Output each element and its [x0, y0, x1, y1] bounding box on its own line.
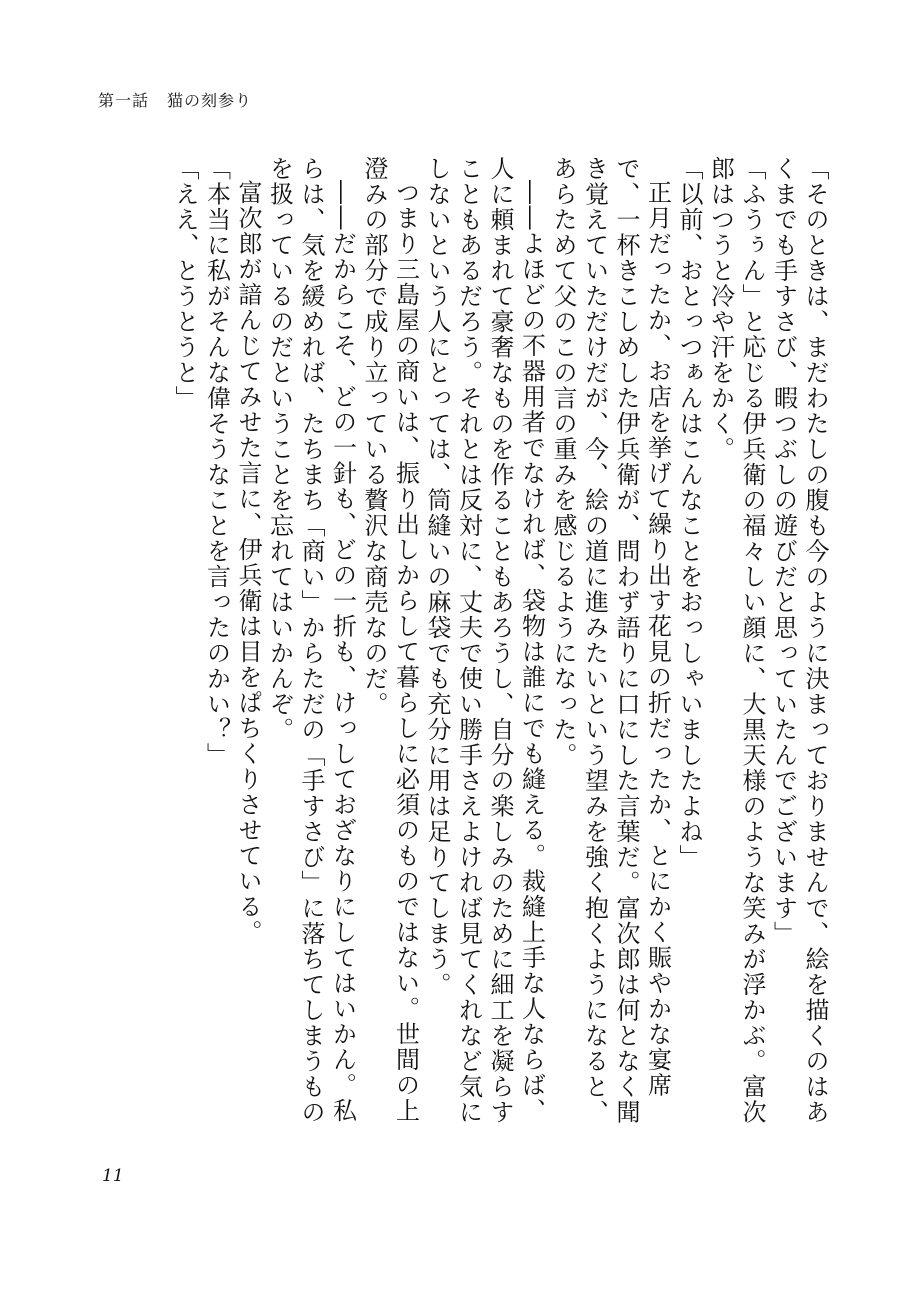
vertical-body-text [70, 156, 830, 1126]
paragraph: 「ふうぅん」と応じる伊兵衛の福々しい顔に、大黒天様のような笑みが浮かぶ。富次郎はつうと冷や汗をかく。 [706, 156, 766, 1125]
paragraph: 「本当に私がそんな偉そうなことを言ったのかい？」 [202, 156, 231, 768]
paragraph: ――だからこそ、どの一針も、どの一折も、けっしておざなりにしてはいかん。私らは、気を緩めれば、たちまち「商い」からただの「手すさび」に落ちてしまうものを扱っているのだということを忘れてはいかんぞ。 [265, 156, 357, 1125]
running-head [98, 88, 252, 111]
paragraph: つまり三島屋の商いは、振り出しからして暮らしに必須のものではない。世間の上澄みの部分で成り立っている贅沢な商売なのだ。 [360, 156, 420, 1124]
paragraph: 正月だったか、お店を挙げて繰り出す花見の折だったか、とにかく賑やかな宴席で、一杯きこしめした伊兵衛が、問わず語りに口にした言葉だ。富次郎は何となく聞き覚えていただけだが、今、絵の道に進みたいという望みを強く抱くようになると、あらためて父のこの言の重みを感じるようになった。 [549, 156, 672, 1125]
paragraph: 「ええ、とうとうと」 [171, 156, 199, 411]
paragraph: 富次郎が諳んじてみせた言に、伊兵衛は目をぱちくりさせている。 [234, 180, 262, 945]
chapter-title: 猫の刻参り [167, 91, 253, 110]
paragraph: 「そのときは、まだわたしの腹も今のように決まっておりませんで、絵を描くのはあくまでも手すさび、暇つぶしの遊びだと思っていたんでございます」 [769, 156, 829, 1125]
paragraph: ――よほどの不器用者でなければ、袋物は誰にでも縫える。裁縫上手な人ならば、人に頼まれて豪奢なものを作ることもあろうし、自分の楽しみのために細工を凝らすこともあるだろう。それとは反対に、丈夫で使い勝手さえよければ見てくれなど気にしないという人にとっては、筒縫いの麻袋でも充分に用は足りてしまう。 [423, 156, 546, 1125]
paragraph: 「以前、おとっつぁんはこんなことをおっしゃいましたよね」 [675, 156, 703, 870]
page-number: 11 [102, 1166, 124, 1186]
chapter-label: 第一話 [98, 91, 150, 110]
